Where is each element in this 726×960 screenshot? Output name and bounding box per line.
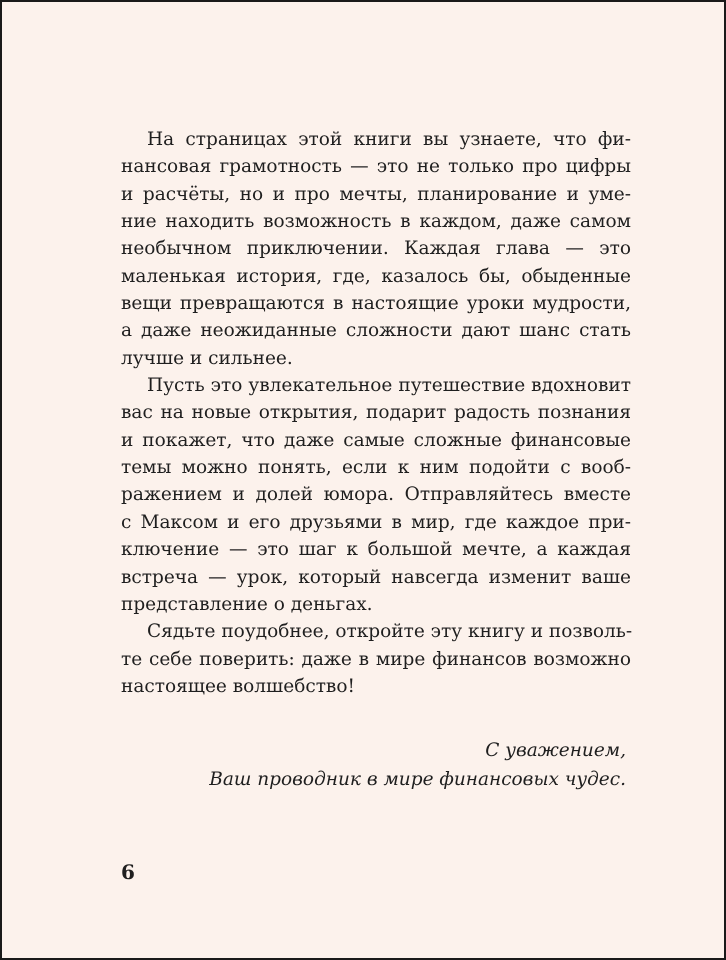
text-line: встреча — урок, который навсегда изменит ваше: [121, 566, 631, 588]
text-line: На страницах этой книги вы узнаете, что фи-: [147, 129, 631, 150]
text-line: представление о деньгах.: [121, 593, 373, 615]
text-line: и расчёты, но и про мечты, планирование и уме-: [121, 183, 631, 205]
text-line: вещи превращаются в настоящие уроки мудрости,: [121, 293, 631, 315]
text-line: ключение — это шаг к большой мечте, а каждая: [121, 539, 631, 561]
text-line: а даже неожиданные сложности дают шанс стать: [121, 320, 631, 342]
text-line: с Максом и его друзьями в мир, где каждое при-: [121, 511, 631, 533]
text-line: ние находить возможность в каждом, даже самом: [121, 211, 631, 233]
text-line: маленькая история, где, казалось бы, обыденные: [121, 265, 631, 287]
text-line: лучше и сильнее.: [121, 347, 293, 369]
text-line: настоящее волшебство!: [121, 675, 355, 697]
signature-greeting: С уважением,: [485, 740, 626, 761]
paragraph-3: [121, 618, 631, 700]
text-line: ражением и долей юмора. Отправляйтесь вместе: [121, 484, 631, 506]
text-line: необычном приключении. Каждая глава — это: [121, 238, 631, 260]
text-line: и покажет, что даже самые сложные финансовые: [121, 429, 631, 451]
text-line: вас на новые открытия, подарит радость познания: [121, 402, 631, 424]
body-text: [121, 126, 631, 700]
text-line: нансовая грамотность — это не только про цифры: [121, 156, 631, 178]
text-line: темы можно понять, если к ним подойти с вооб-: [121, 457, 631, 479]
signature: [209, 736, 626, 794]
paragraph-2: [121, 372, 631, 618]
text-line: Пусть это увлекательное путешествие вдохновит: [147, 375, 631, 397]
page-number: 6: [121, 860, 135, 884]
text-line: те себе поверить: даже в мире финансов возможно: [121, 648, 631, 670]
paragraph-1: [121, 126, 631, 372]
signature-author: Ваш проводник в мире финансовых чудес.: [209, 769, 626, 790]
text-line: Сядьте поудобнее, откройте эту книгу и позволь-: [147, 621, 633, 643]
